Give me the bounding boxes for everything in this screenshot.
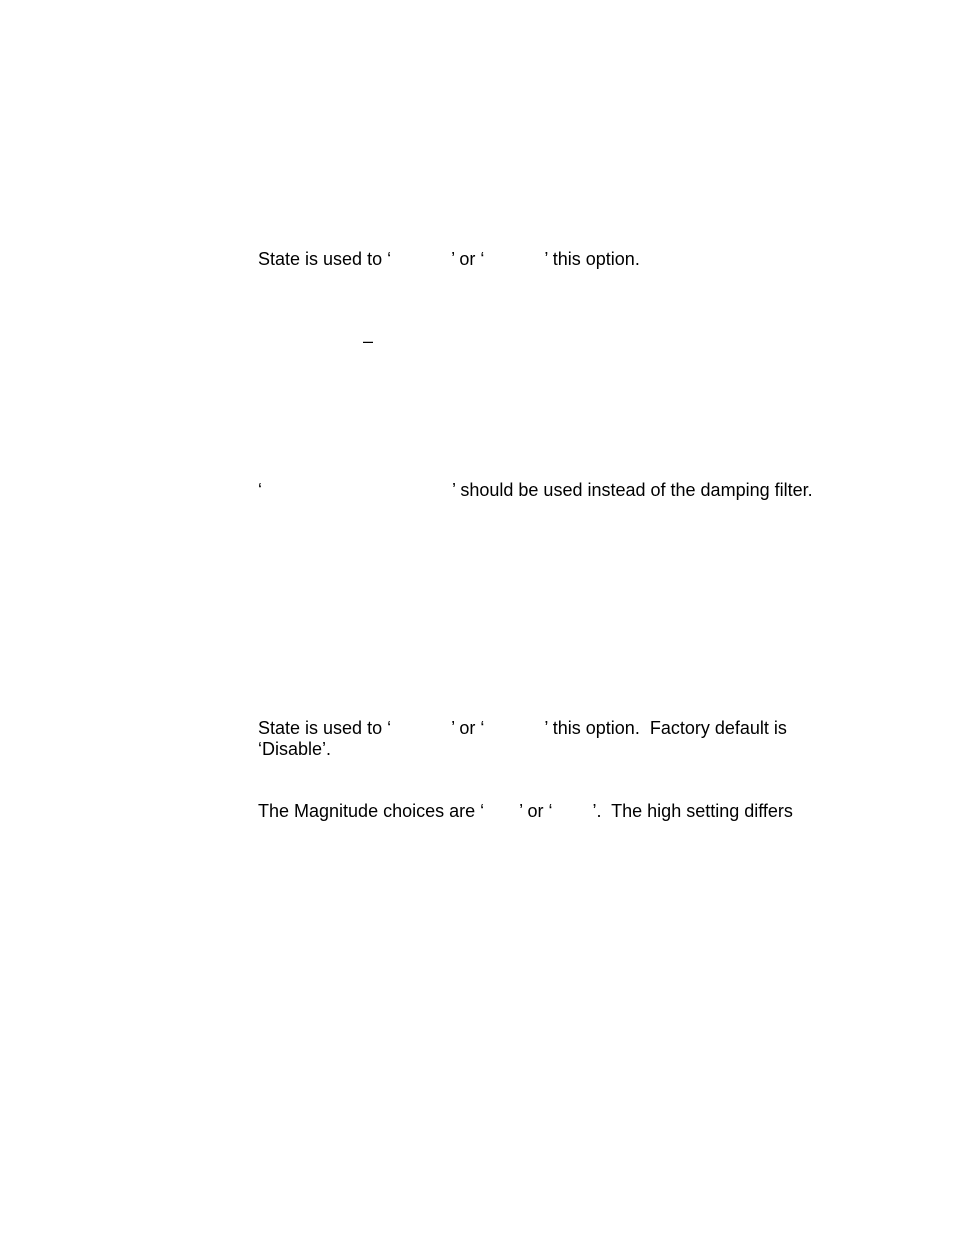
state-sentence-2: State is used to ‘ ’ or ‘ ’ this option. Factory default is [258,718,787,738]
damping-filter-sentence: ‘ ’ should be used instead of the damping filter. [258,480,813,500]
magnitude-sentence: The Magnitude choices are ‘ ’ or ‘ ’. The high setting differs [258,801,793,821]
dash-mark: – [363,331,374,351]
state-sentence-2-continuation: ‘Disable’. [258,739,332,759]
state-sentence-1: State is used to ‘ ’ or ‘ ’ this option. [258,249,640,269]
